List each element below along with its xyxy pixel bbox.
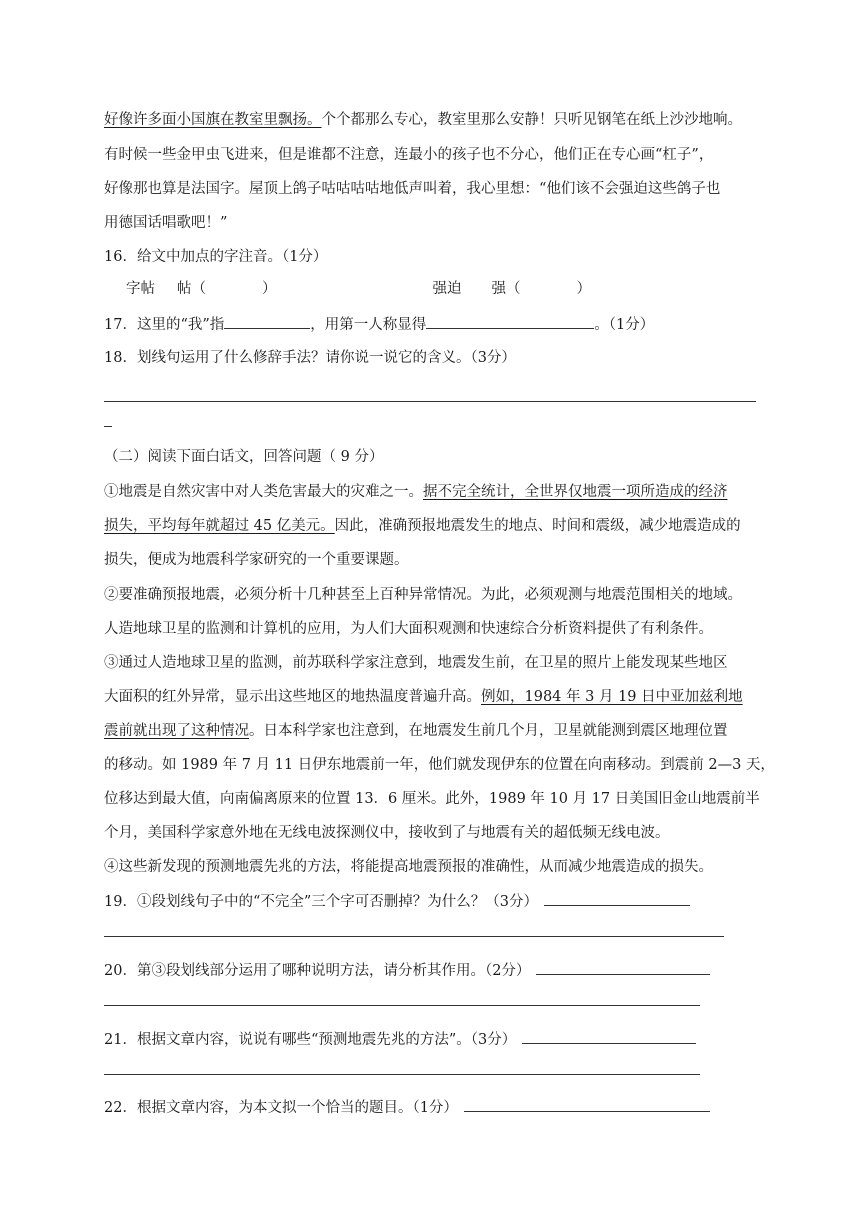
answer-line-18-end	[104, 426, 112, 427]
answer-blank-19[interactable]	[544, 891, 690, 906]
passage2-line-7: 大面积的红外异常，显示出这些地区的地热温度普遍升高。例如，1984 年 3 月 19 日中亚加兹利地	[104, 689, 743, 705]
question-17: 17．这里的“我”指 ，用第一人称显得 。（1分）	[104, 314, 764, 335]
passage2-line-9: 的移动。如 1989 年 7 月 11 日伊东地震前一年，他们就发现伊东的位置在向南移动。到震前 2—3 天，	[104, 757, 775, 773]
passage2-line-4: ②要准确预报地震，必须分析十几种甚至上百种异常情况。为此，必须观测与地震范围相关的地域。	[104, 587, 742, 603]
answer-blank-17b[interactable]	[426, 314, 594, 329]
question-16-pinyin-items: 字帖 帖（ ） 强迫 强（ ）	[126, 281, 591, 297]
underlined-sentence: 好像许多面小国旗在教室里飘扬。	[104, 112, 322, 128]
answer-line-18[interactable]	[104, 401, 756, 402]
question-22: 22．根据文章内容，为本文拟一个恰当的题目。（1分）	[104, 1097, 764, 1118]
passage2-line-6: ③通过人造地球卫星的监测，前苏联科学家注意到，地震发生前，在卫星的照片上能发现某些地区	[104, 655, 728, 671]
question-16: 16．给文中加点的字注音。（1分）	[104, 249, 328, 265]
underlined-sentence: 损失，平均每年就超过 45 亿美元。	[104, 518, 335, 534]
passage1-line-4: 用德国话唱歌吧！”	[104, 215, 228, 231]
passage2-line-1: ①地震是自然灾害中对人类危害最大的灾难之一。据不完全统计，全世界仅地震一项所造成的经济	[104, 484, 728, 500]
passage2-line-3: 损失，便成为地震科学家研究的一个重要课题。	[104, 552, 409, 568]
passage2-line-8: 震前就出现了这种情况。日本科学家也注意到，在地震发生前几个月，卫星就能测到震区地理位置	[104, 723, 728, 739]
passage2-line-11: 个月，美国科学家意外地在无线电波探测仪中，接收到了与地震有关的超低频无线电波。	[104, 825, 670, 841]
answer-blank-21[interactable]	[522, 1029, 696, 1044]
question-18: 18．划线句运用了什么修辞手法？请你说一说它的含义。（3分）	[104, 350, 516, 366]
answer-line-21[interactable]	[104, 1074, 700, 1075]
passage2-line-10: 位移达到最大值，向南偏离原来的位置 13．6 厘米。此外，1989 年 10 月 17 日美国旧金山地震前半	[104, 791, 760, 807]
answer-line-19[interactable]	[104, 936, 724, 937]
passage1-line-2: 有时候一些金甲虫飞进来，但是谁都不注意，连最小的孩子也不分心，他们正在专心画“杠子”，	[104, 147, 714, 163]
question-19: 19．①段划线句子中的“不完全”三个字可否删掉？为什么？（3分）	[104, 891, 764, 912]
passage2-line-5: 人造地球卫星的监测和计算机的应用，为人们大面积观测和快速综合分析资料提供了有利条件。	[104, 621, 713, 637]
section-2-title: （二）阅读下面白话文，回答问题（ 9 分）	[104, 449, 384, 465]
answer-blank-22[interactable]	[464, 1097, 710, 1112]
answer-blank-20[interactable]	[536, 960, 710, 975]
underlined-sentence: 震前就出现了这种情况	[104, 723, 249, 739]
answer-blank-17a[interactable]	[224, 314, 310, 329]
passage1-line-1: 好像许多面小国旗在教室里飘扬。个个都那么专心，教室里那么安静！只听见钢笔在纸上沙沙地响。	[104, 112, 742, 128]
underlined-sentence: 据不完全统计，全世界仅地震一项所造成的经济	[423, 484, 728, 500]
passage2-line-2: 损失，平均每年就超过 45 亿美元。因此，准确预报地震发生的地点、时间和震级，减少地震造成的	[104, 518, 741, 534]
passage1-line-3: 好像那也算是法国字。屋顶上鸽子咕咕咕咕地低声叫着，我心里想：“他们该不会强迫这些鸽子也	[104, 181, 721, 197]
passage2-line-12: ④这些新发现的预测地震先兆的方法，将能提高地震预报的准确性，从而减少地震造成的损失。	[104, 859, 713, 875]
question-21: 21．根据文章内容，说说有哪些“预测地震先兆的方法”。（3分）	[104, 1029, 764, 1050]
question-20: 20．第③段划线部分运用了哪种说明方法，请分析其作用。（2分）	[104, 960, 764, 981]
answer-line-20[interactable]	[104, 1005, 700, 1006]
underlined-sentence: 例如，1984 年 3 月 19 日中亚加兹利地	[481, 689, 743, 705]
